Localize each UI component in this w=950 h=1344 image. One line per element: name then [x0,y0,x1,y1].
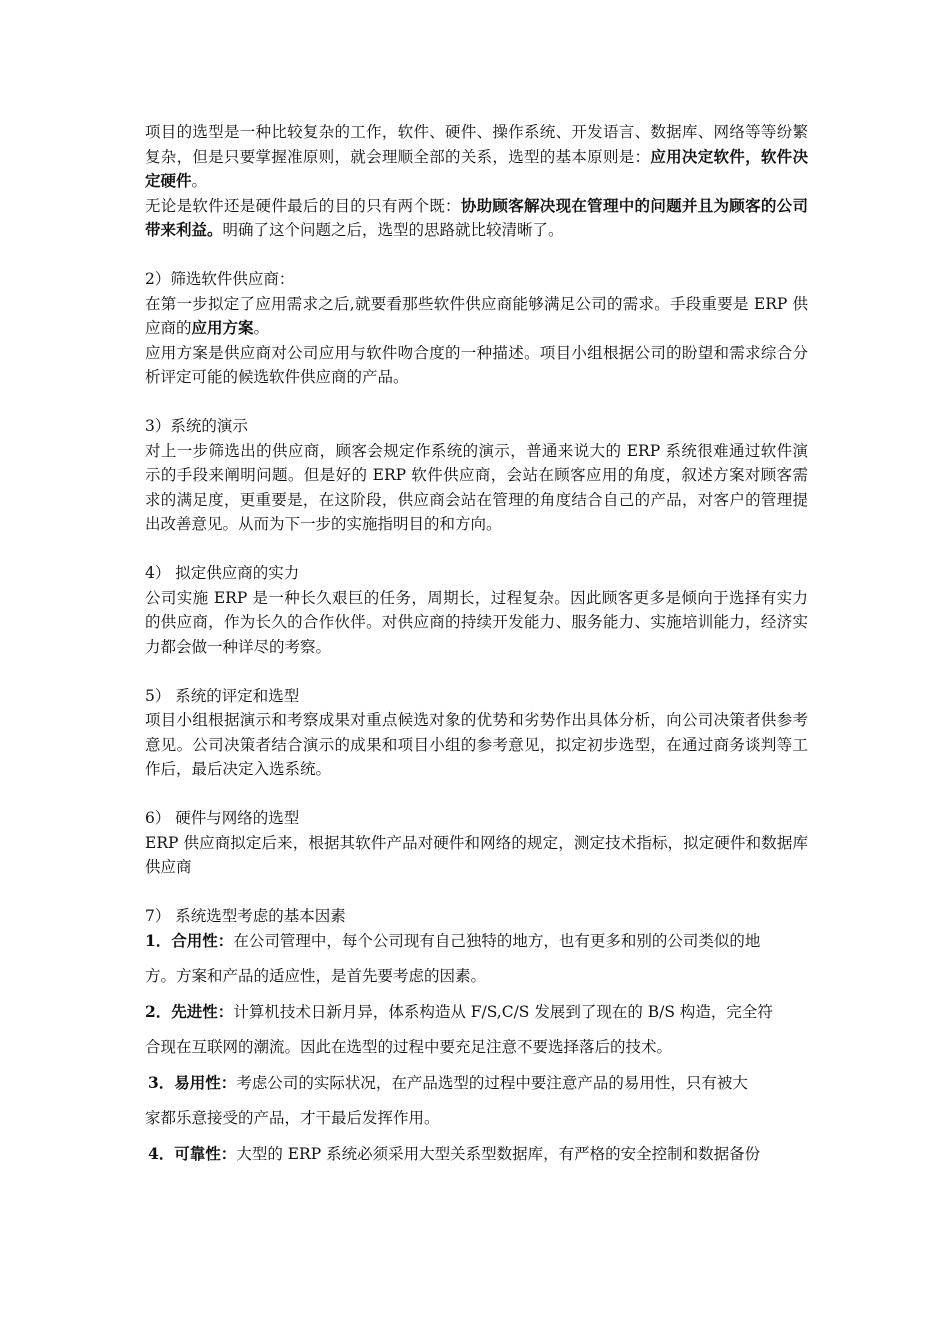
factor-label: 合用性： [171,930,234,950]
intro2-text: 无论是软件还是硬件最后的目的只有两个既： [145,196,461,215]
intro-paragraph-2 [145,194,808,243]
factor-2-line-1 [145,1000,808,1025]
intro-paragraph-1 [145,120,808,194]
factor-text: 在公司管理中，每个公司现有自己独特的地方，也有更多和别的公司类似的地 [233,931,761,950]
factor-number: 2． [145,1001,172,1021]
section-heading-7: 7） 系统选型考虑的基本因素 [145,907,346,925]
factor-number: 3． [148,1072,175,1092]
section-heading-2: 2）筛选软件供应商： [145,270,295,288]
s2-bold-solution: 应用方案 [191,318,254,337]
factor-text: 考虑公司的实际状况，在产品选型的过程中要注意产品的易用性，只有被大 [236,1073,748,1092]
s2-end: 。 [253,319,270,337]
section-3-paragraph: 对上一步筛选出的供应商，顾客会规定作系统的演示，普通来说大的 ERP 系统很难通过软件演示的手段来阐明问题。但是好的 ERP 软件供应商，会站在顾客应用的角度，叙述方案对顾客需求的满足度，更重要是，在这阶段，供应商会站在管理的角度结合自己的产品，对客户的管理提出改善意见。从而为下一步的实施指明目的和方向。 [145,441,808,533]
factor-2-line-2: 合现在互联网的潮流。因此在选型的过程中要充足注意不要选择落后的技术。 [145,1038,673,1056]
factor-number: 4． [148,1143,175,1163]
s2-text: 在第一步拟定了应用需求之后,就要看那些软件供应商能够满足公司的需求。手段重要是 ERP 供应商的 [145,294,808,337]
section-6-paragraph: ERP 供应商拟定后来，根据其软件产品对硬件和网络的规定，测定技术指标，拟定硬件和数据库供应商 [145,833,808,876]
factor-3-line-1 [145,1071,808,1096]
factor-1-line-1 [145,929,808,954]
section-heading-6: 6） 硬件与网络的选型 [145,809,300,827]
factor-1-line-2: 方。方案和产品的适应性，是首先要考虑的因素。 [145,967,487,985]
section-heading-3: 3）系统的演示 [145,417,248,435]
factor-3-line-2: 家都乐意接受的产品，才干最后发挥作用。 [145,1109,440,1127]
section-heading-4: 4） 拟定供应商的实力 [145,564,300,582]
intro-text: 项目的选型是一种比较复杂的工作，软件、硬件、操作系统、开发语言、数据库、网络等等纷繁复杂，但是只要掌握准原则，就会理顺全部的关系，选型的基本原则是： [145,123,808,166]
intro2-end: 明确了这个问题之后，选型的思路就比较清晰了。 [222,221,564,239]
document-body [145,120,808,1166]
section-4-paragraph: 公司实施 ERP 是一种长久艰巨的任务，周期长，过程复杂。因此顾客更多是倾向于选择有实力的供应商，作为长久的合作伙伴。对供应商的持续开发能力、服务能力、实施培训能力，经济实力都会做一种详尽的考察。 [145,588,808,656]
factor-text: 大型的 ERP 系统必须采用大型关系型数据库，有严格的安全控制和数据备份 [236,1144,761,1163]
intro-bold-principle: 应用决定软件，软件决定硬件 [145,146,808,190]
section-heading-5: 5） 系统的评定和选型 [145,686,300,705]
factor-label: 先进性： [171,1001,234,1021]
section-5-paragraph: 项目小组根据演示和考察成果对重点候选对象的优势和劣势作出具体分析，向公司决策者供参考意见。公司决策者结合演示的成果和项目小组的参考意见，拟定初步选型，在通过商务谈判等工作后，最后决定入选系统。 [145,711,808,778]
factor-label: 可靠性： [174,1143,237,1163]
factor-number: 1． [145,930,172,950]
intro-end: 。 [191,172,208,190]
intro2-bold-goal: 协助顾客解决现在管理中的问题并且为顾客的公司带来利益。 [145,195,808,239]
factor-text: 计算机技术日新月异，体系构造从 F/S,C/S 发展到了现在的 B/S 构造，完全符 [233,1002,773,1021]
section-2-paragraph-1 [145,292,808,341]
section-2-paragraph-2: 应用方案是供应商对公司应用与软件吻合度的一种描述。项目小组根据公司的盼望和需求综合分析评定可能的候选软件供应商的产品。 [145,343,808,386]
factor-4-line-1 [145,1142,808,1167]
factor-label: 易用性： [174,1072,237,1092]
